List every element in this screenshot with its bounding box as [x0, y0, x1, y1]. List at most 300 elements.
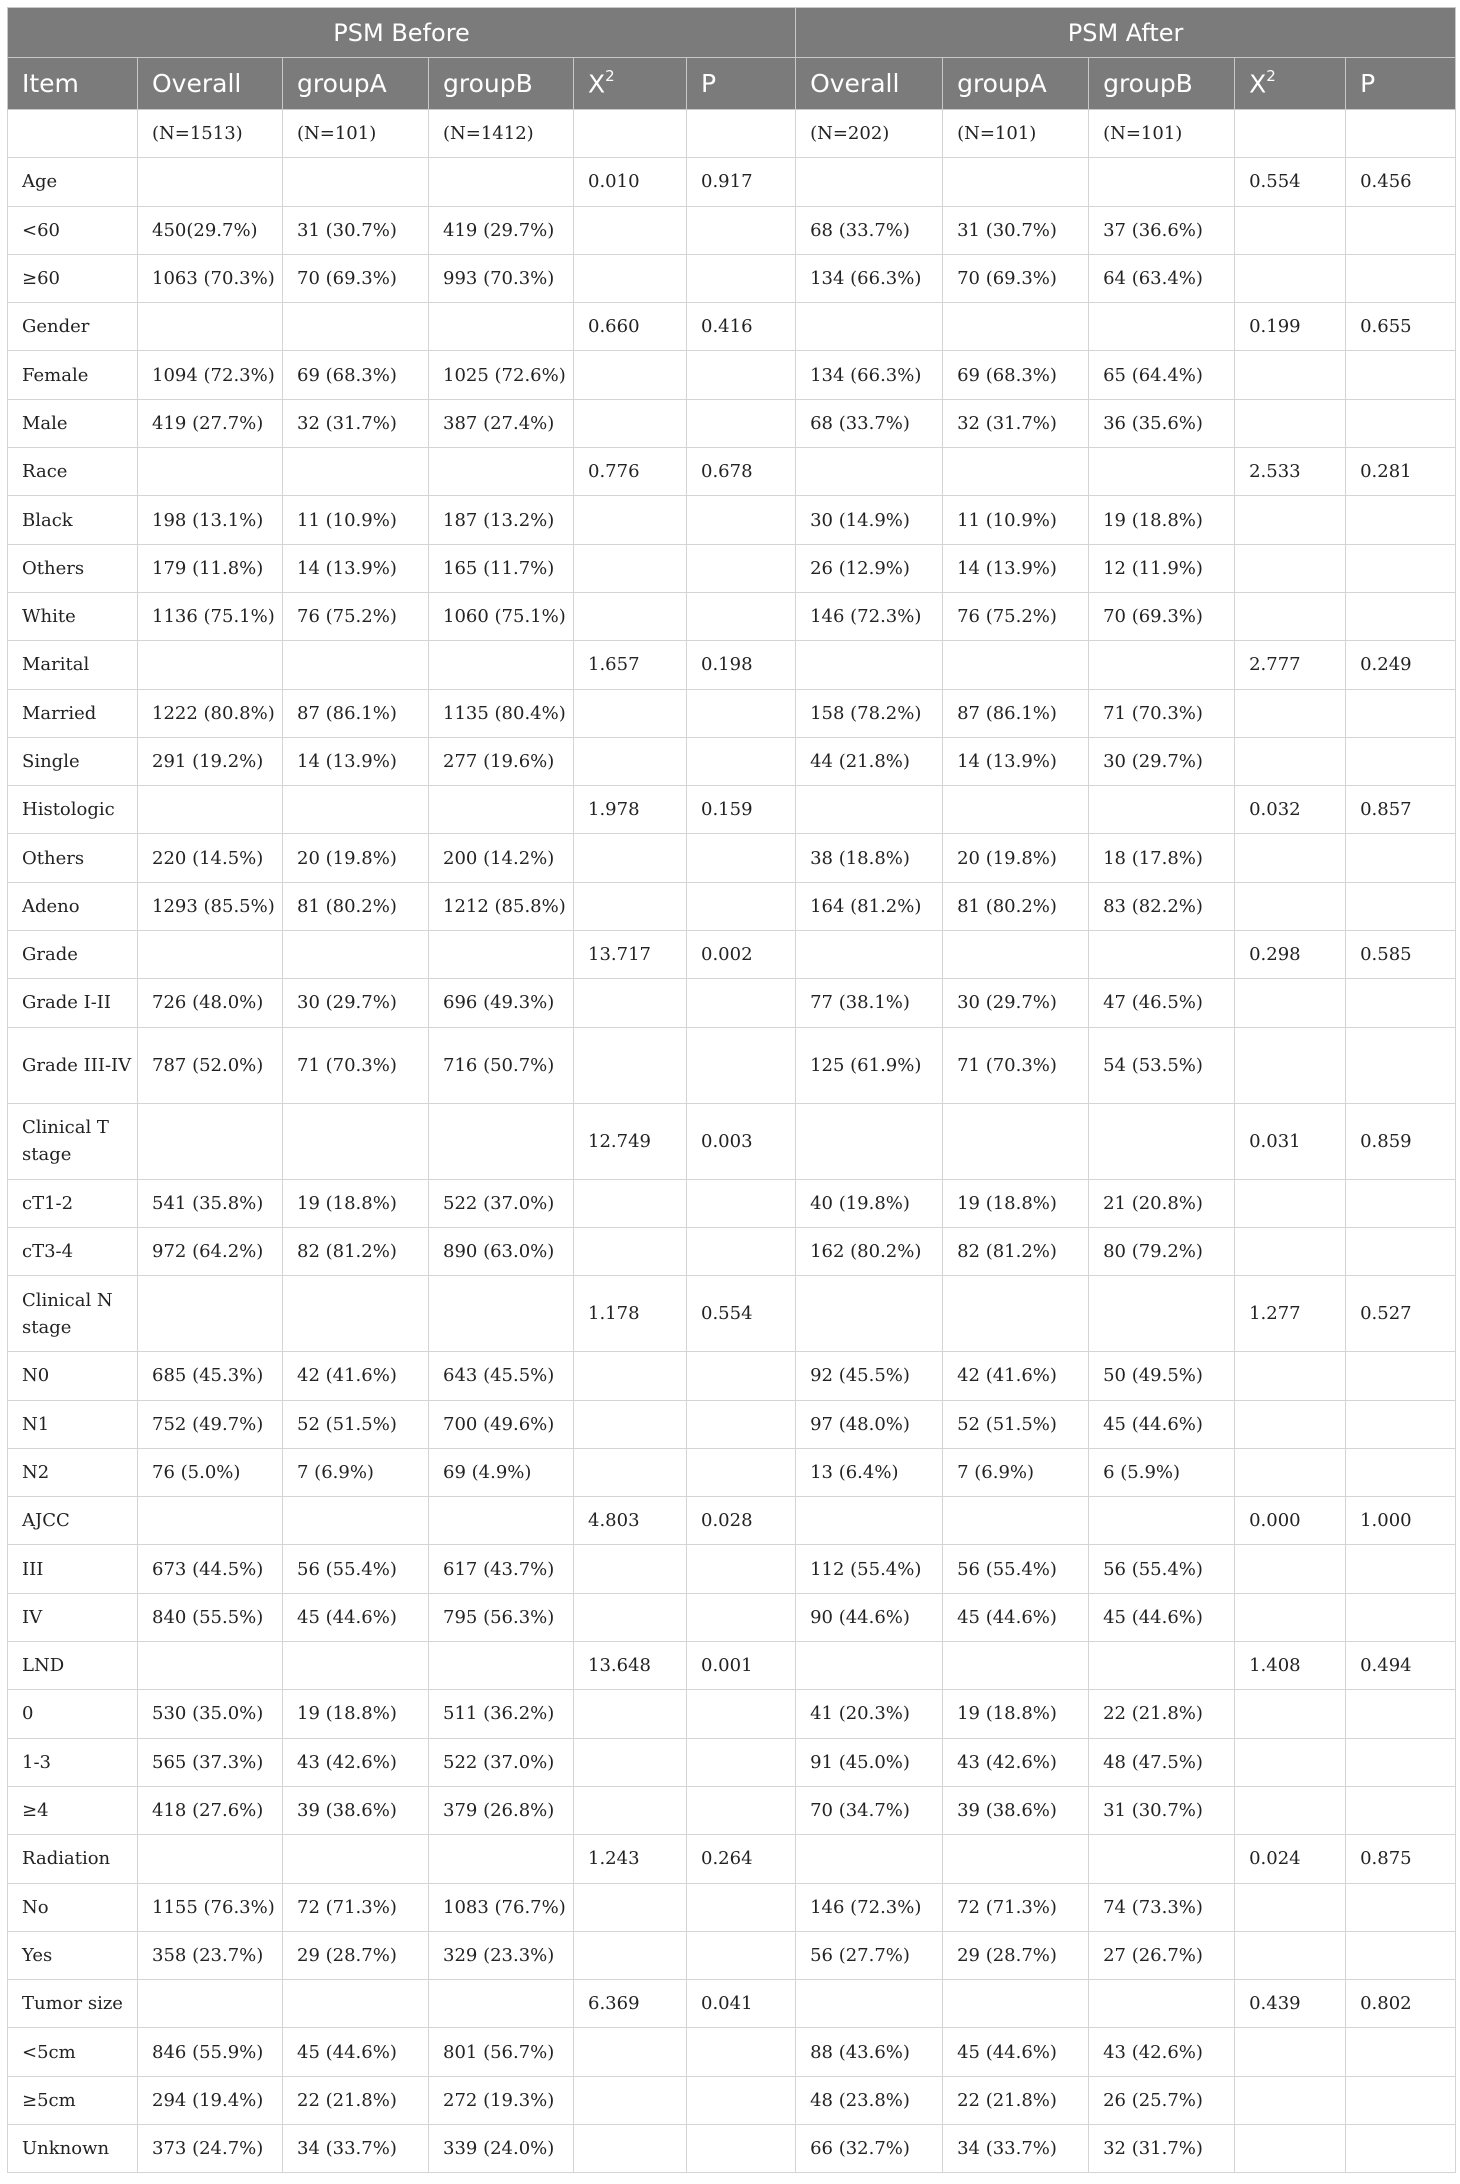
cell-chi2-after	[1235, 1179, 1346, 1227]
cell-groupA-before	[283, 1980, 429, 2028]
cell-groupB-before: 165 (11.7%)	[429, 544, 574, 592]
cell-p-after: 0.655	[1346, 303, 1456, 351]
cell-item: Black	[8, 496, 138, 544]
cell-overall-after	[796, 303, 943, 351]
cell-groupA-before: 43 (42.6%)	[283, 1738, 429, 1786]
cell-groupB-after: 21 (20.8%)	[1089, 1179, 1235, 1227]
cell-groupA-before	[283, 303, 429, 351]
cell-overall-before: 787 (52.0%)	[138, 1027, 283, 1103]
cell-p-after: 0.494	[1346, 1642, 1456, 1690]
cell-overall-before: 685 (45.3%)	[138, 1352, 283, 1400]
cell-overall-after: 40 (19.8%)	[796, 1179, 943, 1227]
cell-p-before	[687, 1179, 796, 1227]
cell-groupB-after: 80 (79.2%)	[1089, 1227, 1235, 1275]
table-row	[8, 1400, 1456, 1448]
cell-p-before	[687, 1738, 796, 1786]
table-row	[8, 1980, 1456, 2028]
cell-chi2-after	[1235, 979, 1346, 1027]
cell-chi2-before: 12.749	[574, 1103, 687, 1179]
cell-chi2-before	[574, 1690, 687, 1738]
table-row	[8, 110, 1456, 158]
cell-chi2-before	[574, 206, 687, 254]
cell-groupA-after	[943, 1276, 1089, 1352]
cell-overall-after: 56 (27.7%)	[796, 1931, 943, 1979]
cell-groupB-before: 387 (27.4%)	[429, 399, 574, 447]
cell-p-before	[687, 882, 796, 930]
cell-p-before	[687, 399, 796, 447]
cell-chi2-before	[574, 592, 687, 640]
cell-groupB-before	[429, 1835, 574, 1883]
cell-p-before	[687, 834, 796, 882]
cell-overall-before	[138, 303, 283, 351]
table-row	[8, 979, 1456, 1027]
cell-groupA-after: 11 (10.9%)	[943, 496, 1089, 544]
cell-groupB-before: 716 (50.7%)	[429, 1027, 574, 1103]
cell-groupB-after	[1089, 641, 1235, 689]
cell-overall-before: 198 (13.1%)	[138, 496, 283, 544]
cell-p-before: 0.678	[687, 448, 796, 496]
cell-p-before	[687, 979, 796, 1027]
cell-p-before	[687, 1593, 796, 1641]
cell-groupA-after: 76 (75.2%)	[943, 592, 1089, 640]
cell-item: Marital	[8, 641, 138, 689]
cell-chi2-before	[574, 1786, 687, 1834]
cell-chi2-after	[1235, 1352, 1346, 1400]
cell-overall-after: 90 (44.6%)	[796, 1593, 943, 1641]
cell-groupA-after: 22 (21.8%)	[943, 2076, 1089, 2124]
cell-chi2-before: 0.010	[574, 158, 687, 206]
cell-p-before: 0.917	[687, 158, 796, 206]
cell-chi2-before	[574, 399, 687, 447]
cell-overall-before: 419 (27.7%)	[138, 399, 283, 447]
cell-chi2-after	[1235, 1738, 1346, 1786]
cell-overall-after: 30 (14.9%)	[796, 496, 943, 544]
cell-groupB-before: 272 (19.3%)	[429, 2076, 574, 2124]
chi-superscript: 2	[605, 66, 615, 85]
cell-groupA-before: 52 (51.5%)	[283, 1400, 429, 1448]
table-body	[8, 110, 1456, 2173]
cell-groupA-after	[943, 1103, 1089, 1179]
cell-chi2-after	[1235, 1448, 1346, 1496]
cell-chi2-before: 1.978	[574, 786, 687, 834]
cell-groupB-before: 277 (19.6%)	[429, 737, 574, 785]
cell-groupB-before	[429, 448, 574, 496]
cell-p-after	[1346, 399, 1456, 447]
cell-overall-before: 358 (23.7%)	[138, 1931, 283, 1979]
table-row	[8, 1690, 1456, 1738]
cell-overall-before	[138, 1642, 283, 1690]
cell-groupB-before	[429, 641, 574, 689]
cell-item: Unknown	[8, 2124, 138, 2172]
cell-groupA-after: 31 (30.7%)	[943, 206, 1089, 254]
cell-item: Age	[8, 158, 138, 206]
table-row	[8, 1642, 1456, 1690]
cell-groupB-before: 522 (37.0%)	[429, 1179, 574, 1227]
cell-p-before	[687, 1786, 796, 1834]
cell-chi2-after: 0.031	[1235, 1103, 1346, 1179]
cell-groupB-before: 1025 (72.6%)	[429, 351, 574, 399]
cell-groupB-after	[1089, 303, 1235, 351]
cell-groupA-after: 70 (69.3%)	[943, 254, 1089, 302]
cell-chi2-after	[1235, 206, 1346, 254]
cell-overall-before	[138, 1276, 283, 1352]
table-row	[8, 834, 1456, 882]
col-groupA-before: groupA	[283, 58, 429, 110]
cell-groupB-after	[1089, 1980, 1235, 2028]
table-row	[8, 689, 1456, 737]
cell-p-after	[1346, 2028, 1456, 2076]
cell-groupA-after: 29 (28.7%)	[943, 1931, 1089, 1979]
cell-item: III	[8, 1545, 138, 1593]
cell-groupB-after	[1089, 786, 1235, 834]
cell-groupA-before: 42 (41.6%)	[283, 1352, 429, 1400]
cell-groupB-before: 379 (26.8%)	[429, 1786, 574, 1834]
cell-overall-after	[796, 1835, 943, 1883]
cell-chi2-after: 0.032	[1235, 786, 1346, 834]
cell-groupA-after: 43 (42.6%)	[943, 1738, 1089, 1786]
cell-groupB-before	[429, 1980, 574, 2028]
cell-p-after	[1346, 592, 1456, 640]
cell-overall-before	[138, 931, 283, 979]
cell-p-after	[1346, 496, 1456, 544]
cell-groupB-after: 36 (35.6%)	[1089, 399, 1235, 447]
cell-chi2-before	[574, 2124, 687, 2172]
cell-groupA-before: 34 (33.7%)	[283, 2124, 429, 2172]
cell-groupA-after	[943, 641, 1089, 689]
cell-p-after	[1346, 1448, 1456, 1496]
cell-item: Clinical N stage	[8, 1276, 138, 1352]
cell-overall-after: 77 (38.1%)	[796, 979, 943, 1027]
cell-p-before	[687, 737, 796, 785]
cell-p-before: 0.554	[687, 1276, 796, 1352]
cell-chi2-after	[1235, 2076, 1346, 2124]
table-row	[8, 1593, 1456, 1641]
cell-groupB-before	[429, 1497, 574, 1545]
cell-groupA-after: 34 (33.7%)	[943, 2124, 1089, 2172]
cell-chi2-before	[574, 1883, 687, 1931]
cell-overall-before: 840 (55.5%)	[138, 1593, 283, 1641]
cell-groupA-before	[283, 1497, 429, 1545]
cell-overall-before: 450(29.7%)	[138, 206, 283, 254]
cell-groupA-before: 56 (55.4%)	[283, 1545, 429, 1593]
col-chi-after	[1235, 58, 1346, 110]
table-row	[8, 1545, 1456, 1593]
cell-groupA-after	[943, 303, 1089, 351]
col-groupB-after: groupB	[1089, 58, 1235, 110]
cell-chi2-before: 1.243	[574, 1835, 687, 1883]
cell-p-before: 0.416	[687, 303, 796, 351]
cell-overall-after: 41 (20.3%)	[796, 1690, 943, 1738]
cell-overall-before: (N=1513)	[138, 110, 283, 158]
cell-groupB-after	[1089, 931, 1235, 979]
cell-overall-after	[796, 1276, 943, 1352]
cell-overall-before	[138, 158, 283, 206]
cell-groupB-before	[429, 1642, 574, 1690]
cell-p-after	[1346, 1352, 1456, 1400]
cell-groupA-after	[943, 1497, 1089, 1545]
cell-overall-after: 158 (78.2%)	[796, 689, 943, 737]
cell-groupA-before: 72 (71.3%)	[283, 1883, 429, 1931]
table-row	[8, 496, 1456, 544]
cell-groupB-before: 1135 (80.4%)	[429, 689, 574, 737]
cell-groupA-before: 45 (44.6%)	[283, 1593, 429, 1641]
cell-chi2-before: 1.178	[574, 1276, 687, 1352]
cell-chi2-before: 6.369	[574, 1980, 687, 2028]
cell-p-before	[687, 1227, 796, 1275]
table-row	[8, 1352, 1456, 1400]
cell-p-before: 0.001	[687, 1642, 796, 1690]
cell-item: Married	[8, 689, 138, 737]
cell-overall-after: 134 (66.3%)	[796, 351, 943, 399]
cell-overall-after: 162 (80.2%)	[796, 1227, 943, 1275]
cell-groupA-before: 87 (86.1%)	[283, 689, 429, 737]
cell-overall-before	[138, 1980, 283, 2028]
cell-groupA-before: 76 (75.2%)	[283, 592, 429, 640]
cell-groupA-after	[943, 158, 1089, 206]
cell-groupA-after	[943, 448, 1089, 496]
cell-p-after	[1346, 1690, 1456, 1738]
cell-chi2-before	[574, 544, 687, 592]
cell-p-before	[687, 351, 796, 399]
cell-overall-before	[138, 1103, 283, 1179]
cell-item: Others	[8, 544, 138, 592]
cell-groupB-before	[429, 158, 574, 206]
cell-p-before	[687, 592, 796, 640]
cell-p-after	[1346, 979, 1456, 1027]
cell-p-before	[687, 2028, 796, 2076]
cell-item: Yes	[8, 1931, 138, 1979]
cell-chi2-after: 2.777	[1235, 641, 1346, 689]
cell-chi2-after	[1235, 544, 1346, 592]
table-row	[8, 1179, 1456, 1227]
cell-chi2-before	[574, 351, 687, 399]
cell-groupA-before: 19 (18.8%)	[283, 1690, 429, 1738]
cell-groupA-after: 7 (6.9%)	[943, 1448, 1089, 1496]
cell-p-after	[1346, 689, 1456, 737]
cell-chi2-before: 0.660	[574, 303, 687, 351]
cell-overall-before: 220 (14.5%)	[138, 834, 283, 882]
cell-p-before: 0.003	[687, 1103, 796, 1179]
cell-p-before	[687, 496, 796, 544]
cell-groupA-before: 32 (31.7%)	[283, 399, 429, 447]
cell-chi2-after	[1235, 689, 1346, 737]
col-p-after: P	[1346, 58, 1456, 110]
cell-groupB-before: 617 (43.7%)	[429, 1545, 574, 1593]
cell-item: Grade	[8, 931, 138, 979]
cell-groupB-after: 45 (44.6%)	[1089, 1400, 1235, 1448]
cell-overall-after	[796, 1103, 943, 1179]
cell-groupB-after: 37 (36.6%)	[1089, 206, 1235, 254]
col-p-before: P	[687, 58, 796, 110]
cell-groupA-before: 39 (38.6%)	[283, 1786, 429, 1834]
cell-item: Radiation	[8, 1835, 138, 1883]
cell-groupB-after: 54 (53.5%)	[1089, 1027, 1235, 1103]
cell-overall-after: 66 (32.7%)	[796, 2124, 943, 2172]
cell-item: ≥5cm	[8, 2076, 138, 2124]
cell-groupB-before	[429, 1103, 574, 1179]
cell-groupA-after: 42 (41.6%)	[943, 1352, 1089, 1400]
cell-groupA-after: (N=101)	[943, 110, 1089, 158]
cell-p-before: 0.041	[687, 1980, 796, 2028]
table-row	[8, 158, 1456, 206]
cell-groupA-after	[943, 1642, 1089, 1690]
cell-chi2-before	[574, 1027, 687, 1103]
table-row	[8, 399, 1456, 447]
cell-overall-after: 92 (45.5%)	[796, 1352, 943, 1400]
cell-chi2-before	[574, 979, 687, 1027]
cell-overall-before: 541 (35.8%)	[138, 1179, 283, 1227]
cell-overall-before	[138, 448, 283, 496]
cell-item: N1	[8, 1400, 138, 1448]
chi-label: X	[1249, 69, 1267, 99]
cell-p-after	[1346, 110, 1456, 158]
cell-chi2-after	[1235, 2028, 1346, 2076]
table-row	[8, 2028, 1456, 2076]
col-overall-before: Overall	[138, 58, 283, 110]
cell-overall-after	[796, 786, 943, 834]
table-row	[8, 1276, 1456, 1352]
cell-overall-before: 294 (19.4%)	[138, 2076, 283, 2124]
cell-groupA-before: 11 (10.9%)	[283, 496, 429, 544]
table-row	[8, 1786, 1456, 1834]
cell-item: Grade III-IV	[8, 1027, 138, 1103]
table-row	[8, 2076, 1456, 2124]
cell-p-before	[687, 2124, 796, 2172]
cell-chi2-after: 0.439	[1235, 1980, 1346, 2028]
cell-groupB-before: 522 (37.0%)	[429, 1738, 574, 1786]
cell-groupB-after: 48 (47.5%)	[1089, 1738, 1235, 1786]
cell-chi2-before	[574, 1179, 687, 1227]
psm-after-header: PSM After	[796, 8, 1456, 58]
cell-groupA-after	[943, 931, 1089, 979]
cell-chi2-after	[1235, 1027, 1346, 1103]
cell-overall-after: 164 (81.2%)	[796, 882, 943, 930]
cell-groupB-after: 27 (26.7%)	[1089, 1931, 1235, 1979]
cell-p-after	[1346, 1593, 1456, 1641]
cell-item: cT1-2	[8, 1179, 138, 1227]
cell-groupB-before: 801 (56.7%)	[429, 2028, 574, 2076]
cell-p-before	[687, 206, 796, 254]
cell-item: Grade I-II	[8, 979, 138, 1027]
cell-p-after: 0.857	[1346, 786, 1456, 834]
cell-overall-after: 48 (23.8%)	[796, 2076, 943, 2124]
cell-p-before	[687, 544, 796, 592]
cell-overall-after: 146 (72.3%)	[796, 592, 943, 640]
col-groupA-after: groupA	[943, 58, 1089, 110]
table-container	[7, 7, 1456, 2173]
cell-p-before	[687, 110, 796, 158]
cell-overall-before: 565 (37.3%)	[138, 1738, 283, 1786]
chi-superscript: 2	[1266, 66, 1276, 85]
cell-chi2-before	[574, 1931, 687, 1979]
cell-overall-after: 68 (33.7%)	[796, 399, 943, 447]
cell-groupA-after: 32 (31.7%)	[943, 399, 1089, 447]
cell-overall-before: 972 (64.2%)	[138, 1227, 283, 1275]
cell-p-after: 0.585	[1346, 931, 1456, 979]
cell-groupB-before	[429, 786, 574, 834]
cell-chi2-before	[574, 254, 687, 302]
cell-overall-after: 146 (72.3%)	[796, 1883, 943, 1931]
cell-overall-after	[796, 1497, 943, 1545]
table-row	[8, 254, 1456, 302]
cell-groupA-before: 7 (6.9%)	[283, 1448, 429, 1496]
cell-p-before: 0.028	[687, 1497, 796, 1545]
cell-p-after	[1346, 1400, 1456, 1448]
cell-overall-before: 1136 (75.1%)	[138, 592, 283, 640]
cell-p-before	[687, 1448, 796, 1496]
cell-groupA-after: 19 (18.8%)	[943, 1179, 1089, 1227]
cell-overall-before: 1063 (70.3%)	[138, 254, 283, 302]
cell-overall-after: 26 (12.9%)	[796, 544, 943, 592]
cell-groupB-before: 795 (56.3%)	[429, 1593, 574, 1641]
cell-chi2-after: 1.277	[1235, 1276, 1346, 1352]
cell-p-after	[1346, 737, 1456, 785]
cell-p-after: 0.859	[1346, 1103, 1456, 1179]
table-row	[8, 448, 1456, 496]
cell-groupB-before: 511 (36.2%)	[429, 1690, 574, 1738]
cell-groupB-after: 12 (11.9%)	[1089, 544, 1235, 592]
column-header-row	[8, 58, 1456, 110]
cell-groupA-after: 14 (13.9%)	[943, 544, 1089, 592]
cell-groupB-after: 70 (69.3%)	[1089, 592, 1235, 640]
cell-groupA-before	[283, 1276, 429, 1352]
cell-chi2-after: 0.298	[1235, 931, 1346, 979]
cell-groupB-after: 43 (42.6%)	[1089, 2028, 1235, 2076]
cell-groupB-before: 696 (49.3%)	[429, 979, 574, 1027]
cell-overall-before: 1222 (80.8%)	[138, 689, 283, 737]
table-row	[8, 1227, 1456, 1275]
cell-item: 1-3	[8, 1738, 138, 1786]
cell-item: Single	[8, 737, 138, 785]
cell-groupB-after: 64 (63.4%)	[1089, 254, 1235, 302]
cell-item: Female	[8, 351, 138, 399]
table-row	[8, 2124, 1456, 2172]
cell-groupB-after: 50 (49.5%)	[1089, 1352, 1235, 1400]
cell-p-after	[1346, 1545, 1456, 1593]
cell-groupA-before	[283, 641, 429, 689]
cell-overall-after: 134 (66.3%)	[796, 254, 943, 302]
cell-item: Clinical T stage	[8, 1103, 138, 1179]
cell-chi2-before: 4.803	[574, 1497, 687, 1545]
cell-groupA-after: 20 (19.8%)	[943, 834, 1089, 882]
cell-chi2-after	[1235, 254, 1346, 302]
cell-groupA-before	[283, 1103, 429, 1179]
cell-p-before	[687, 1690, 796, 1738]
cell-groupB-before: 329 (23.3%)	[429, 1931, 574, 1979]
cell-groupA-after: 14 (13.9%)	[943, 737, 1089, 785]
table-row	[8, 1738, 1456, 1786]
cell-overall-after: 70 (34.7%)	[796, 1786, 943, 1834]
cell-item: Male	[8, 399, 138, 447]
cell-item	[8, 110, 138, 158]
cell-item: Race	[8, 448, 138, 496]
cell-chi2-before	[574, 689, 687, 737]
cell-groupA-before	[283, 448, 429, 496]
cell-groupB-before: 993 (70.3%)	[429, 254, 574, 302]
cell-p-after: 0.527	[1346, 1276, 1456, 1352]
cell-overall-before	[138, 786, 283, 834]
cell-groupB-before: 1212 (85.8%)	[429, 882, 574, 930]
cell-p-after	[1346, 1227, 1456, 1275]
cell-groupA-after: 69 (68.3%)	[943, 351, 1089, 399]
table-row	[8, 882, 1456, 930]
cell-item: No	[8, 1883, 138, 1931]
cell-overall-before: 846 (55.9%)	[138, 2028, 283, 2076]
cell-groupA-after	[943, 1835, 1089, 1883]
cell-groupA-after: 52 (51.5%)	[943, 1400, 1089, 1448]
cell-item: LND	[8, 1642, 138, 1690]
table-row	[8, 303, 1456, 351]
